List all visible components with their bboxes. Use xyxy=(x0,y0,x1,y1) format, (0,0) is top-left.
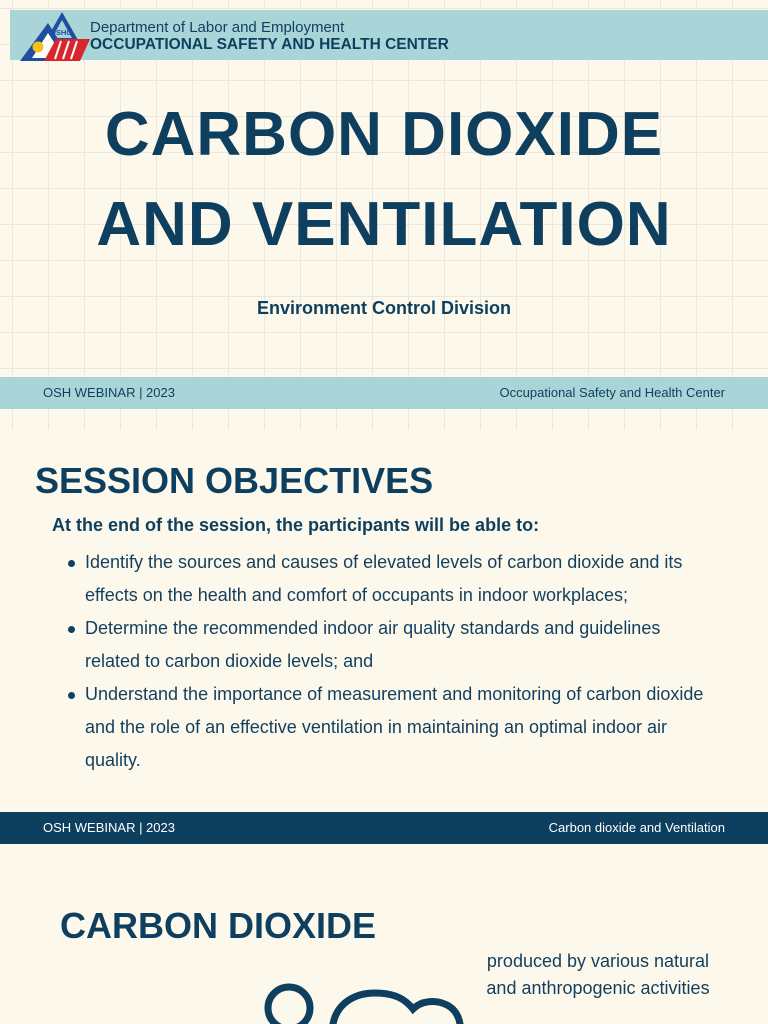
footer-band-2 xyxy=(0,812,768,844)
list-item xyxy=(66,678,716,777)
footer-left-1: OSH WEBINAR | 2023 xyxy=(43,385,175,400)
footer-right-2: Carbon dioxide and Ventilation xyxy=(548,820,725,835)
division-subtitle: Environment Control Division xyxy=(256,298,511,318)
objective-text: Identify the sources and causes of elevated levels of carbon dioxide and its effects on the health and comfort of occupants in indoor workplaces; xyxy=(85,552,683,605)
objectives-list xyxy=(66,546,716,777)
logo-text: OSHC xyxy=(50,28,72,37)
co2-description: produced by various natural and anthropogenic activities xyxy=(486,951,710,998)
bullet-icon xyxy=(68,692,75,699)
objective-text: Determine the recommended indoor air quality standards and guidelines related to carbon dioxide levels; and xyxy=(85,618,661,671)
footer-left-2: OSH WEBINAR | 2023 xyxy=(43,820,175,835)
list-item xyxy=(66,612,716,678)
objective-text: Understand the importance of measurement and monitoring of carbon dioxide and the role of an effective ventilation in maintaining an optimal indoor air quality. xyxy=(85,684,704,770)
bullet-icon xyxy=(68,626,75,633)
footer-right-1: Occupational Safety and Health Center xyxy=(499,385,725,400)
center-name: OCCUPATIONAL SAFETY AND HEALTH CENTER xyxy=(90,36,449,53)
session-objectives-heading: SESSION OBJECTIVES xyxy=(35,460,434,501)
header-bar xyxy=(10,10,768,60)
bullet-icon xyxy=(68,560,75,567)
title-line-2: AND VENTILATION xyxy=(96,190,672,259)
list-item xyxy=(66,546,716,612)
co2-molecule-cloud-icon xyxy=(255,975,495,1024)
carbon-dioxide-heading: CARBON DIOXIDE xyxy=(60,905,377,946)
title-line-1: CARBON DIOXIDE xyxy=(104,100,664,169)
objectives-intro: At the end of the session, the participants will be able to: xyxy=(52,515,540,535)
department-name: Department of Labor and Employment xyxy=(90,19,345,36)
oshc-logo xyxy=(14,11,90,61)
footer-band-1 xyxy=(0,377,768,409)
